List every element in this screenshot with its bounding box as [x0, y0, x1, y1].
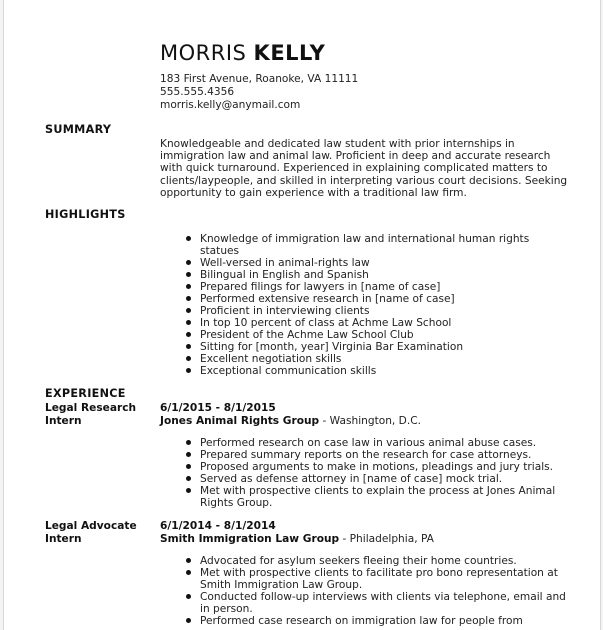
summary-text: Knowledgeable and dedicated law student with prior internships in immigration law and animal law. Proficient in deep and accurate research with quick turnaround. Experienced in explaining complicated matters to clients/laypeople, and skilled in interpreting various court decisions. Seeking opportunity to gain experience with a traditional law firm. — [160, 138, 568, 199]
list-item: President of the Achme Law School Club — [186, 329, 566, 341]
list-item: Proposed arguments to make in motions, pleadings and jury trials. — [186, 461, 566, 473]
list-item: Prepared summary reports on the research for case attorneys. — [186, 449, 566, 461]
job-bullets — [186, 555, 566, 627]
job-bullets — [186, 437, 566, 509]
list-item: Exceptional communication skills — [186, 365, 566, 377]
list-item: In top 10 percent of class at Achme Law School — [186, 317, 566, 329]
list-item: Performed case research on immigration law for people from — [186, 615, 566, 627]
experience-heading: EXPERIENCE — [45, 387, 126, 400]
list-item: Well-versed in animal-rights law — [186, 257, 566, 269]
job-dates: 6/1/2015 - 8/1/2015 — [160, 402, 276, 414]
employer-name: Jones Animal Rights Group — [160, 415, 320, 427]
list-item: Excellent negotiation skills — [186, 353, 566, 365]
last-name: KELLY — [253, 41, 326, 65]
employer-location: - Washington, D.C. — [319, 415, 421, 427]
list-item: Met with prospective clients to facilitate pro bono representation at Smith Immigration Law Group. — [186, 567, 566, 591]
list-item: Met with prospective clients to explain the process at Jones Animal Rights Group. — [186, 485, 566, 509]
email: morris.kelly@anymail.com — [160, 99, 301, 111]
list-item: Proficient in interviewing clients — [186, 305, 566, 317]
list-item: Bilingual in English and Spanish — [186, 269, 566, 281]
summary-heading: SUMMARY — [45, 123, 112, 136]
job-employer — [160, 533, 434, 545]
list-item: Advocated for asylum seekers fleeing their home countries. — [186, 555, 566, 567]
resume-page — [3, 0, 601, 630]
job-title: Legal Research Intern — [45, 402, 137, 427]
address: 183 First Avenue, Roanoke, VA 11111 — [160, 73, 359, 85]
list-item: Sitting for [month, year] Virginia Bar Examination — [186, 341, 566, 353]
first-name: MORRIS — [160, 41, 247, 65]
phone: 555.555.4356 — [160, 86, 235, 98]
list-item: Performed extensive research in [name of case] — [186, 293, 566, 305]
employer-name: Smith Immigration Law Group — [160, 533, 340, 545]
job-dates: 6/1/2014 - 8/1/2014 — [160, 520, 276, 532]
job-employer — [160, 415, 421, 427]
candidate-name — [160, 41, 325, 65]
list-item: Knowledge of immigration law and international human rights statues — [186, 233, 566, 257]
list-item: Conducted follow-up interviews with clients via telephone, email and in person. — [186, 591, 566, 615]
highlights-heading: HIGHLIGHTS — [45, 208, 126, 221]
list-item: Prepared filings for lawyers in [name of case] — [186, 281, 566, 293]
highlights-list — [186, 233, 566, 377]
list-item: Performed research on case law in various animal abuse cases. — [186, 437, 566, 449]
job-title: Legal Advocate Intern — [45, 520, 137, 545]
employer-location: - Philadelphia, PA — [339, 533, 434, 545]
list-item: Served as defense attorney in [name of case] mock trial. — [186, 473, 566, 485]
